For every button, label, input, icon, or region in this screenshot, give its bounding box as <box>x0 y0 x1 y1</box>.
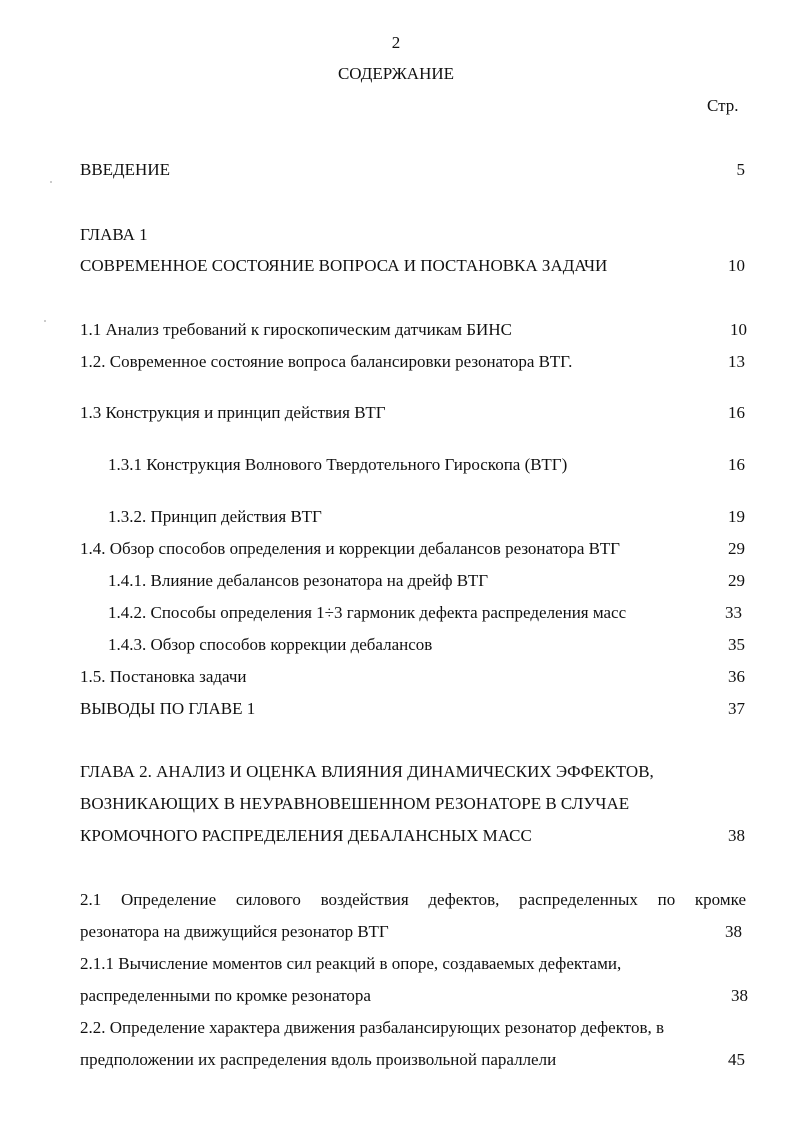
toc-entry-text: ГЛАВА 2. АНАЛИЗ И ОЦЕНКА ВЛИЯНИЯ ДИНАМИЧЕСКИХ ЭФФЕКТОВ, <box>80 762 654 781</box>
toc-entry-page: 45 <box>728 1050 745 1069</box>
toc-entry-page: 16 <box>728 455 745 474</box>
page-number: 2 <box>391 33 401 52</box>
toc-entry-text: ВЫВОДЫ ПО ГЛАВЕ 1 <box>80 699 256 718</box>
toc-entry-text: 1.4.2. Способы определения 1÷3 гармоник дефекта распределения масс <box>108 603 627 622</box>
toc-entry-page: 13 <box>728 352 745 371</box>
toc-entry-text: 1.2. Современное состояние вопроса балансировки резонатора ВТГ. <box>80 352 573 371</box>
toc-entry-page: 5 <box>736 160 745 179</box>
toc-entry-page: 33 <box>725 603 742 622</box>
toc-entry-text: ГЛАВА 1 <box>80 225 148 244</box>
toc-entry-page: 29 <box>728 571 745 590</box>
toc-entry-page: 38 <box>725 922 742 941</box>
toc-entry-text: 1.4.3. Обзор способов коррекции дебалансов <box>108 635 433 654</box>
toc-entry-page: 10 <box>730 320 747 339</box>
page-title: СОДЕРЖАНИЕ <box>337 64 455 83</box>
toc-entry-text: 2.1.1 Вычисление моментов сил реакций в опоре, создаваемых дефектами, <box>80 954 622 973</box>
toc-entry-page: 37 <box>728 699 745 718</box>
toc-entry-page: 19 <box>728 507 745 526</box>
toc-entry-text: 1.3.2. Принцип действия ВТГ <box>108 507 322 526</box>
toc-entry-text: резонатора на движущийся резонатор ВТГ <box>80 922 389 941</box>
toc-entry-text: 1.4.1. Влияние дебалансов резонатора на дрейф ВТГ <box>108 571 489 590</box>
toc-entry-page: 29 <box>728 539 745 558</box>
toc-entry-text: 2.1 Определение силового воздействия дефектов, распределенных по кромке <box>80 890 746 909</box>
toc-entry-text: распределенными по кромке резонатора <box>80 986 371 1005</box>
scan-speck <box>44 320 46 322</box>
toc-entry-text: ВОЗНИКАЮЩИХ В НЕУРАВНОВЕШЕННОМ РЕЗОНАТОРЕ В СЛУЧАЕ <box>80 794 630 813</box>
toc-entry-page: 38 <box>728 826 745 845</box>
toc-entry-text: 2.2. Определение характера движения разбалансирующих резонатор дефектов, в <box>80 1018 665 1037</box>
toc-entry-text: 1.3 Конструкция и принцип действия ВТГ <box>80 403 386 422</box>
toc-entry-text: СОВРЕМЕННОЕ СОСТОЯНИЕ ВОПРОСА И ПОСТАНОВКА ЗАДАЧИ <box>80 256 608 275</box>
toc-entry-page: 16 <box>728 403 745 422</box>
toc-entry-text: 1.4. Обзор способов определения и коррекции дебалансов резонатора ВТГ <box>80 539 620 558</box>
toc-entry-text: 1.3.1 Конструкция Волнового Твердотельного Гироскопа (ВТГ) <box>108 455 568 474</box>
toc-entry-text: 1.5. Постановка задачи <box>80 667 247 686</box>
toc-entry-text: 1.1 Анализ требований к гироскопическим датчикам БИНС <box>80 320 512 339</box>
toc-entry-page: 38 <box>731 986 748 1005</box>
toc-entry-text: ВВЕДЕНИЕ <box>80 160 170 179</box>
scan-speck <box>50 181 52 183</box>
toc-entry-page: 10 <box>728 256 745 275</box>
toc-entry-text: предположении их распределения вдоль произвольной параллели <box>80 1050 557 1069</box>
toc-entry-text: КРОМОЧНОГО РАСПРЕДЕЛЕНИЯ ДЕБАЛАНСНЫХ МАСС <box>80 826 532 845</box>
toc-entry-page: 35 <box>728 635 745 654</box>
page-column-label: Стр. <box>707 96 739 115</box>
toc-entry-page: 36 <box>728 667 745 686</box>
